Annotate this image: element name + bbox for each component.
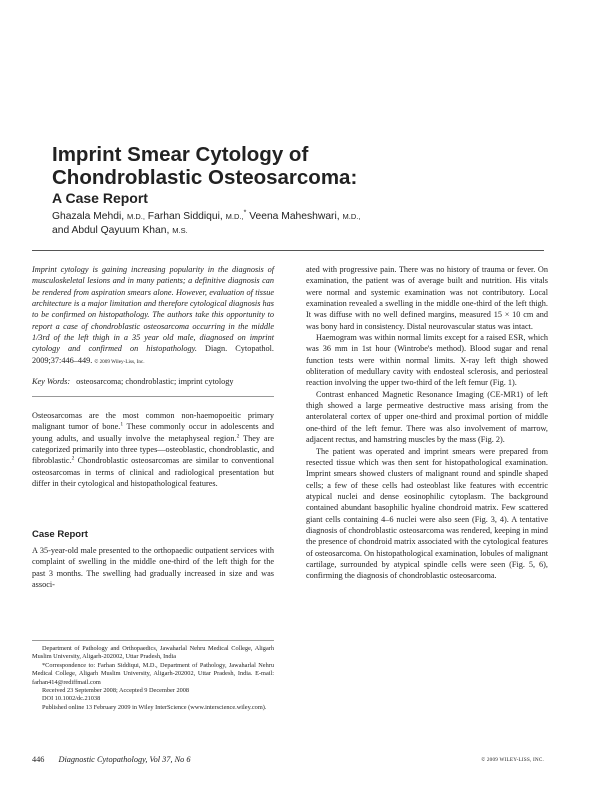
footnote-published: Published online 13 February 2009 in Wiley InterScience (www.interscience.wiley.com). xyxy=(42,703,267,711)
right-paragraph-4: The patient was operated and imprint smears were prepared from resected tissue which was then sent for histopathological examination. Imprint smears showed clusters of malignant round and spindle shaped cells; a few of these cells had osteoblast like features with eccentric atypical nuclei and dense eosinophilic cytoplasm. The background contained abundant basophilic hyaline chondroid matrix. Few scattered giant cells containing 4–6 nuclei were also seen (Fig. 3, 4). A tentative diagnosis of chondroblastic osteosarcoma was rendered, keeping in mind the presence of chondroid matrix associated with the cytological features of osteosarcoma. On histopathological examination, lobules of malignant cartilage, surrounded by atypical spindle cells were seen (Fig. 5, 6), confirming the diagnosis of chondroblastic osteosarcoma. xyxy=(306,446,548,581)
intro-text-3: They are categorized primarily into three types—osteoblastic, chondroblastic, and fibroblastic. xyxy=(32,433,275,466)
publisher-copyright: © 2009 WILEY-LISS, INC. xyxy=(481,757,544,763)
page-footer xyxy=(32,755,191,764)
author-4-degree: M.S. xyxy=(172,226,188,235)
keywords xyxy=(32,376,274,387)
ref-1: 1 xyxy=(120,421,124,428)
author-4-name: and Abdul Qayuum Khan, xyxy=(52,225,170,236)
author-3-name: Veena Maheshwari, xyxy=(249,211,340,222)
journal-info: Diagnostic Cytopathology, Vol 37, No 6 xyxy=(58,755,191,764)
intro-text-2: These commonly occur in adolescents and young adults, and usually involve the metaphyseal region. xyxy=(32,422,274,443)
abstract-citation: Diagn. Cytopathol. 2009;37:446–449. xyxy=(32,344,274,365)
author-2-degree: M.D., xyxy=(225,212,244,221)
case-report-heading: Case Report xyxy=(32,529,88,540)
case-report-body xyxy=(32,545,274,590)
right-paragraph-1: ated with progressive pain. There was no history of trauma or fever. On examination, the patient was of average built and nutrition. His vitals were normal and systemic examination was not contributory. Local examination revealed a swelling in the middle one-third of the left thigh. It was diffuse with no well defined margins, measured 15 × 10 cm and was bony hard in consistency. Distal neurovascular status was intact. xyxy=(306,265,548,331)
article-subtitle: A Case Report xyxy=(52,190,148,206)
ref-2: 2 xyxy=(236,432,240,439)
author-1-degree: M.D., xyxy=(127,212,145,221)
keywords-divider xyxy=(32,396,274,397)
case-paragraph-1: A 35-year-old male presented to the orthopaedic outpatient services with complaint of swelling in the middle one-third of the left thigh for the past 3 months. The swelling had gradually increased in size and was associ- xyxy=(32,546,274,590)
author-1-name: Ghazala Mehdi, xyxy=(52,211,125,222)
abstract xyxy=(32,264,274,368)
author-3-degree: M.D., xyxy=(342,212,361,221)
intro-text-4: Chondroblastic osteosarcomas are similar to conventional osteosarcomas in terms of clinical and radiological presentation but differ in their cytological and histopathological features. xyxy=(32,456,274,489)
intro-paragraph xyxy=(32,410,274,489)
keywords-label: Key Words: xyxy=(32,377,71,387)
introduction xyxy=(32,410,274,489)
footnotes xyxy=(32,645,274,712)
correspondence-mark: * xyxy=(243,209,247,217)
right-paragraph-3: Contrast enhanced Magnetic Resonance Imaging (CE-MR1) of left thigh showed a large permeative destructive mass arising from the anterolateral cortex of upper one-third and proximal portion of middle one-third of the left femur. There was also involvement of marrow, adjacent rectus, and hamstring muscles by the mass (Fig. 2). xyxy=(306,389,548,445)
right-column xyxy=(306,264,548,582)
header-divider xyxy=(32,250,544,251)
keywords-value: osteosarcoma; chondroblastic; imprint cytology xyxy=(76,377,234,387)
footnote-correspondence: *Correspondence to: Farhan Siddiqui, M.D., Department of Pathology, Jawaharlal Nehru Medical College, Aligarh Muslim University, Aligarh-202002, Uttar Pradesh, India. E-mail: farhan414@rediffmail.com xyxy=(32,661,274,686)
title-line-1: Imprint Smear Cytology of xyxy=(52,143,309,166)
footnote-received: Received 23 September 2008; Accepted 9 December 2008 xyxy=(42,687,190,695)
page-number: 446 xyxy=(32,755,45,764)
footnote-affiliation: Department of Pathology and Orthopaedics, Jawaharlal Nehru Medical College, Aligarh Muslim University, Aligarh-202002, Uttar Pradesh, India xyxy=(32,645,274,661)
author-list xyxy=(52,210,552,238)
footnote-divider xyxy=(32,640,274,641)
right-paragraph-2: Haemogram was within normal limits except for a raised ESR, which was 36 mm in 1st hour (Wintrobe's method). Blood sugar and renal function tests were within normal limits. X-ray left thigh showed obliteration of medullary cavity with endosteal sclerosis, and periosteal reaction involving the upper two-third of the left femur (Fig. 1). xyxy=(306,333,548,388)
abstract-copyright: © 2009 Wiley-Liss, Inc. xyxy=(94,358,145,365)
footnote-doi: DOI 10.1002/dc.21038 xyxy=(42,695,101,703)
ref-3: 2 xyxy=(71,455,75,462)
intro-text-1: Osteosarcomas are the most common non-haemopoeitic primary malignant tumor of bone. xyxy=(32,411,274,432)
article-title xyxy=(52,143,552,189)
abstract-block xyxy=(32,264,274,387)
author-2-name: Farhan Siddiqui, xyxy=(147,211,223,222)
title-line-2: Chondroblastic Osteosarcoma: xyxy=(52,166,358,189)
abstract-text: Imprint cytology is gaining increasing popularity in the diagnosis of musculoskeletal lesions and in many patients; a definitive diagnosis can be rendered from aspiration smears alone. However, evaluation of tissue architecture is a major limitation and therefore cytological diagnosis has to be confirmed on histopathology. The authors take this opportunity to report a case of chondroblastic osteosarcoma occurring in the middle 1/3rd of the left thigh in a 35 year old male, diagnosed on imprint cytology and confirmed on histopathology. xyxy=(32,265,274,354)
